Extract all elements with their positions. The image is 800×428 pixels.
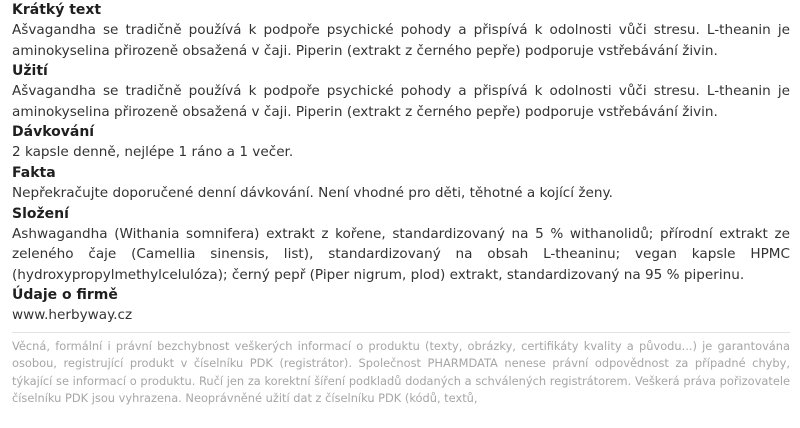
- section-heading: Užití: [12, 63, 48, 80]
- section-heading: Dávkování: [12, 124, 95, 141]
- section-heading: Krátký text: [12, 2, 102, 18]
- section-body: Nepřekračujte doporučené denní dávkování. Není vhodné pro děti, těhotné a kojící ženy.: [12, 184, 613, 201]
- section-slozeni: [12, 204, 790, 286]
- section-heading: Složení: [12, 205, 69, 222]
- section-heading: Fakta: [12, 164, 56, 181]
- divider: [12, 332, 790, 333]
- section-heading: Údaje o firmě: [12, 287, 118, 304]
- product-info: [12, 0, 790, 408]
- section-davkovani: [12, 122, 790, 163]
- section-body: Ašvagandha se tradičně používá k podpoře psychické pohody a přispívá k odolnosti vůči stresu. L-theanin je aminokyselina přirozeně obsažená v čaji. Piperin (extrakt z černého pepře) podporuje vstřebávání živin.: [12, 83, 790, 120]
- disclaimer-text: Věcná, formální i právní bezchybnost veškerých informací o produktu (texty, obrázky, certifikáty kvality a původu...) je garantována osobou, registrující produkt v číselníku PDK (registrátor). Společnost PHARMDATA nenese právní odpovědnost za případné chyby, týkající se informací o produktu. Ručí jen za korektní šíření podkladů dodaných a schválených registrátorem. Veškerá práva pořizovatele číselníku PDK jsou vyhrazena. Neoprávněné užití dat z číselníku PDK (kódů, textů,: [12, 338, 790, 406]
- section-body: 2 kapsle denně, nejlépe 1 ráno a 1 večer.: [12, 144, 294, 161]
- section-body: Ashwagandha (Withania somnifera) extrakt z kořene, standardizovaný na 5 % withanolidů; přírodní extrakt ze zeleného čaje (Camellia sinensis, list), standardizovaný na obsah L-theaninu; vegan kapsle HPMC (hydroxypropylmethylcelulóza); černý pepř (Piper nigrum, plod) extrakt, standardizovaný na 95 % piperinu.: [12, 225, 790, 283]
- section-uziti: [12, 61, 790, 122]
- section-fakta: [12, 163, 790, 204]
- section-udaje-o-firme: [12, 285, 790, 326]
- section-kratky-text: [12, 0, 790, 61]
- section-body: Ašvagandha se tradičně používá k podpoře psychické pohody a přispívá k odolnosti vůči stresu. L-theanin je aminokyselina přirozeně obsažená v čaji. Piperin (extrakt z černého pepře) podporuje vstřebávání živin.: [12, 22, 790, 59]
- company-website: www.herbyway.cz: [12, 307, 133, 324]
